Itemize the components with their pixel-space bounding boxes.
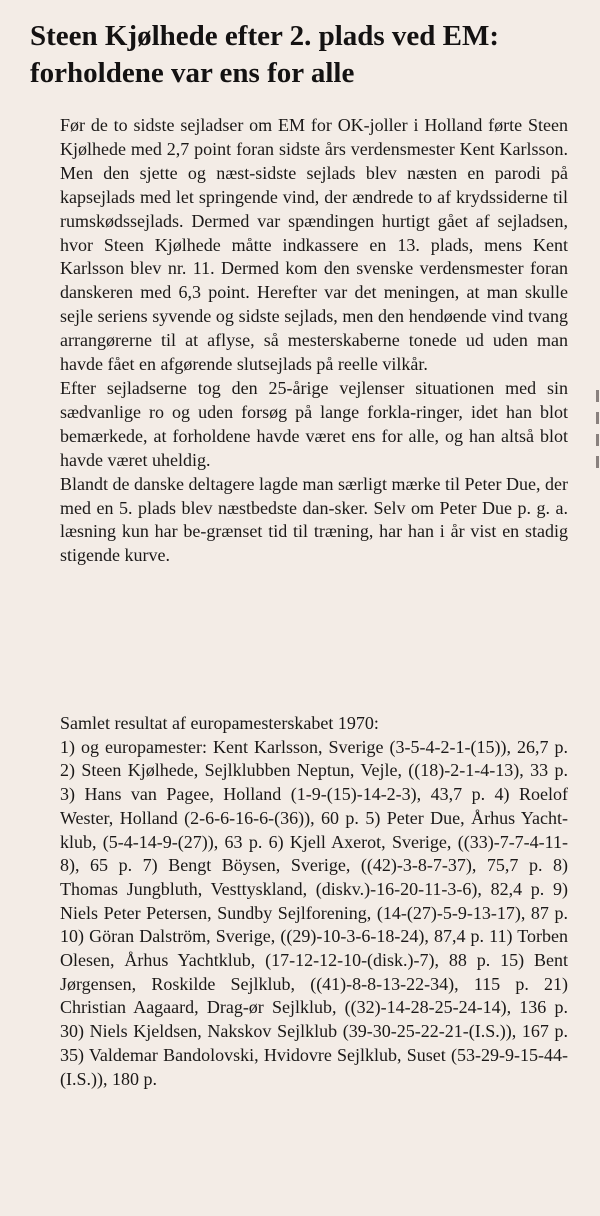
- headline-line-2: forholdene var ens for alle: [30, 57, 355, 89]
- edge-mark: [596, 434, 599, 446]
- paragraph-2: Efter sejladserne tog den 25-årige vejlenser situationen med sin sædvanlige ro og uden forsøg på lange forkla-ringer, idet han blot bemærkede, at forholdene havde været ens for alle, og han altså blot havde været uheldig.: [60, 377, 568, 470]
- paragraph-1: Før de to sidste sejladser om EM for OK-joller i Holland førte Steen Kjølhede med 2,7 point foran sidste års verdensmester Kent Karlsson. Men den sjette og næst-sidste sejlads blev næsten en parodi på kapsejlads med let springende vind, der ændrede to af krydssiderne til rumskødssejlads. Dermed var spændingen hurtigt gået af sejladsen, hvor Steen Kjølhede måtte indkassere en 13. plads, mens Kent Karlsson blev nr. 11. Dermed kom den svenske verdensmester foran danskeren med 6,3 point. Herefter var det meningen, at man skulle sejle seriens syvende og sidste sejlads, men den hendøende vind tvang arrangørerne til at aflyse, så mesterskaberne tonede ud uden man havde fået en afgørende slutsejlads på reelle vilkår.: [60, 115, 568, 375]
- paragraph-3: Blandt de danske deltagere lagde man særligt mærke til Peter Due, der med en 5. plads blev næstbedste dan-sker. Selv om Peter Due p. g. a. læsning kun har be-grænset tid til træning, har han i år vist en stadig stigende kurve.: [60, 473, 568, 566]
- edge-mark: [596, 456, 599, 468]
- article-body: [60, 114, 568, 568]
- adjacent-column-edge: [590, 380, 600, 540]
- article-headline: [30, 18, 590, 92]
- results-list: 1) og europamester: Kent Karlsson, Sverige (3-5-4-2-1-(15)), 26,7 p. 2) Steen Kjølhede, Sejlklubben Neptun, Vejle, ((18)-2-1-4-13), 33 p. 3) Hans van Pagee, Holland (1-9-(15)-14-2-3), 43,7 p. 4) Roelof Wester, Holland (2-6-6-16-6-(36)), 60 p. 5) Peter Due, Århus Yacht-klub, (5-4-14-9-(27)), 63 p. 6) Kjell Axerot, Sverige, ((33)-7-7-4-11-8), 65 p. 7) Bengt Böysen, Sverige, ((42)-3-8-7-37), 75,7 p. 8) Thomas Jungbluth, Vesttyskland, (diskv.)-16-20-11-3-6), 82,4 p. 9) Niels Peter Petersen, Sundby Sejlforening, (14-(27)-5-9-13-17), 87 p. 10) Göran Dalström, Sverige, ((29)-10-3-6-18-24), 87,4 p. 11) Torben Olesen, Århus Yachtklub, (17-12-12-10-(disk.)-7), 88 p. 15) Bent Jørgensen, Roskilde Sejlklub, ((41)-8-8-13-22-34), 115 p. 21) Christian Aagaard, Drag-ør Sejlklub, ((32)-14-28-25-24-14), 136 p. 30) Niels Kjeldsen, Nakskov Sejlklub (39-30-25-22-21-(I.S.)), 167 p. 35) Valdemar Bandolovski, Hvidovre Sejlklub, Suset (53-29-9-15-44-(I.S.)), 180 p.: [60, 736, 568, 1089]
- edge-mark: [596, 390, 599, 402]
- results-intro: Samlet resultat af europamesterskabet 1970:: [60, 713, 379, 733]
- headline-line-1: Steen Kjølhede efter 2. plads ved EM:: [30, 20, 500, 52]
- edge-mark: [596, 412, 599, 424]
- results-section: [60, 712, 568, 1091]
